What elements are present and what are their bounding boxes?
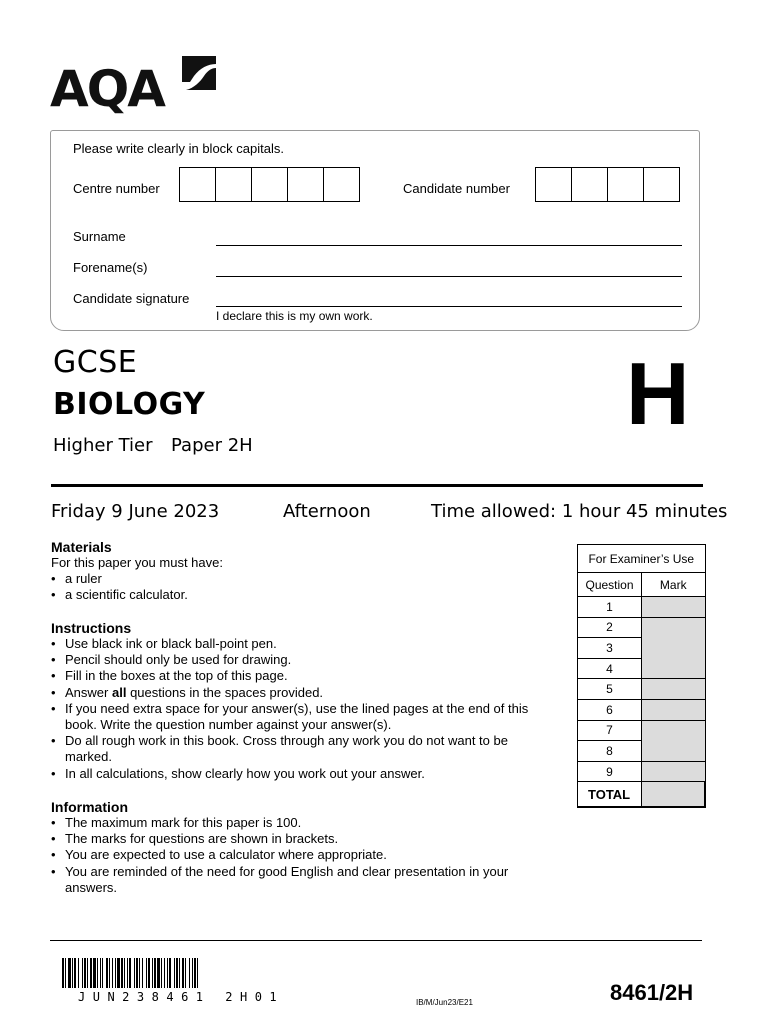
paper-label: Paper 2H [171, 435, 253, 456]
tier-label: Higher Tier [53, 435, 153, 456]
signature-field[interactable] [216, 306, 682, 307]
list-item: • a ruler [51, 571, 561, 587]
title-divider [51, 484, 703, 487]
list-item: • The maximum mark for this paper is 100. [51, 815, 521, 831]
question-column-header: Question [578, 573, 642, 597]
centre-number-box[interactable] [251, 167, 288, 202]
block-capitals-instruction: Please write clearly in block capitals. [73, 141, 284, 156]
list-item: • If you need extra space for your answer(s), use the lined pages at the end of this book. Write the question number against your answer(s). [51, 701, 556, 733]
footer-divider [50, 940, 702, 941]
exam-date: Friday 9 June 2023 [51, 501, 220, 522]
centre-number-box[interactable] [323, 167, 360, 202]
question-number: 6 [578, 699, 642, 720]
logo-text: AQA [50, 60, 164, 118]
instructions-heading: Instructions [51, 620, 132, 636]
declaration-text: I declare this is my own work. [216, 309, 373, 323]
tier-letter: H [626, 344, 690, 443]
total-label: TOTAL [578, 782, 642, 807]
table-row [578, 597, 706, 618]
forename-label: Forename(s) [73, 260, 148, 275]
question-number: 7 [578, 720, 642, 741]
list-item: • Pencil should only be used for drawing. [51, 652, 556, 668]
surname-label: Surname [73, 229, 126, 244]
mark-cell [642, 617, 706, 679]
logo-leaf-icon [180, 54, 218, 92]
mark-cell [642, 679, 706, 700]
list-item: • The marks for questions are shown in brackets. [51, 831, 521, 847]
candidate-details-box [50, 130, 700, 331]
instructions-section [51, 620, 556, 782]
mark-cell [642, 720, 706, 761]
paper-reference: IB/M/Jun23/E21 [416, 998, 473, 1007]
answer-prefix: Answer [65, 684, 109, 700]
examiner-use-table [577, 544, 706, 808]
centre-number-box[interactable] [179, 167, 216, 202]
qualification-title: GCSE [53, 345, 138, 380]
centre-number-box[interactable] [215, 167, 252, 202]
table-row [578, 761, 706, 782]
answer-rest: questions in the spaces provided. [130, 684, 324, 700]
centre-number-label: Centre number [73, 181, 160, 196]
forename-field[interactable] [216, 276, 682, 277]
question-number: 5 [578, 679, 642, 700]
total-row [578, 782, 706, 807]
total-mark-cell [642, 782, 706, 807]
centre-number-box[interactable] [287, 167, 324, 202]
centre-number-boxes[interactable] [180, 167, 360, 202]
barcode [62, 958, 324, 988]
mark-cell [642, 597, 706, 618]
exam-session: Afternoon [283, 501, 371, 522]
table-row [578, 720, 706, 741]
materials-section [51, 539, 561, 604]
question-number: 8 [578, 741, 642, 762]
aqa-logo [50, 58, 220, 118]
list-item: • You are expected to use a calculator where appropriate. [51, 847, 521, 863]
list-item: • Use black ink or black ball-point pen. [51, 636, 556, 652]
question-number: 1 [578, 597, 642, 618]
table-row [578, 679, 706, 700]
question-number: 4 [578, 658, 642, 679]
information-section [51, 799, 521, 896]
mark-cell [642, 761, 706, 782]
barcode-text: JUN238461 2H01 [78, 990, 285, 1004]
candidate-number-box[interactable] [643, 167, 680, 202]
candidate-number-box[interactable] [571, 167, 608, 202]
materials-heading: Materials [51, 539, 112, 555]
answer-emphasis: all [111, 684, 127, 700]
list-item [51, 685, 556, 701]
list-item: • You are reminded of the need for good English and clear presentation in your answers. [51, 864, 521, 896]
table-row [578, 617, 706, 638]
candidate-number-box[interactable] [535, 167, 572, 202]
materials-intro: For this paper you must have: [51, 555, 223, 570]
list-item: • Do all rough work in this book. Cross through any work you do not want to be marked. [51, 733, 521, 765]
question-number: 9 [578, 761, 642, 782]
examiner-table-heading: For Examiner’s Use [578, 545, 706, 573]
question-number: 3 [578, 638, 642, 659]
subject-title: BIOLOGY [53, 387, 206, 422]
list-item: • Fill in the boxes at the top of this page. [51, 668, 556, 684]
paper-code: 8461/2H [610, 980, 694, 1005]
candidate-number-boxes[interactable] [536, 167, 680, 202]
information-heading: Information [51, 799, 128, 815]
candidate-number-box[interactable] [607, 167, 644, 202]
table-row [578, 699, 706, 720]
signature-label: Candidate signature [73, 291, 190, 306]
mark-column-header: Mark [642, 573, 706, 597]
candidate-number-label: Candidate number [403, 181, 510, 196]
list-item: • In all calculations, show clearly how you work out your answer. [51, 766, 556, 782]
surname-field[interactable] [216, 245, 682, 246]
question-number: 2 [578, 617, 642, 638]
list-item: • a scientific calculator. [51, 587, 561, 603]
mark-cell [642, 699, 706, 720]
time-allowed: Time allowed: 1 hour 45 minutes [431, 501, 728, 522]
